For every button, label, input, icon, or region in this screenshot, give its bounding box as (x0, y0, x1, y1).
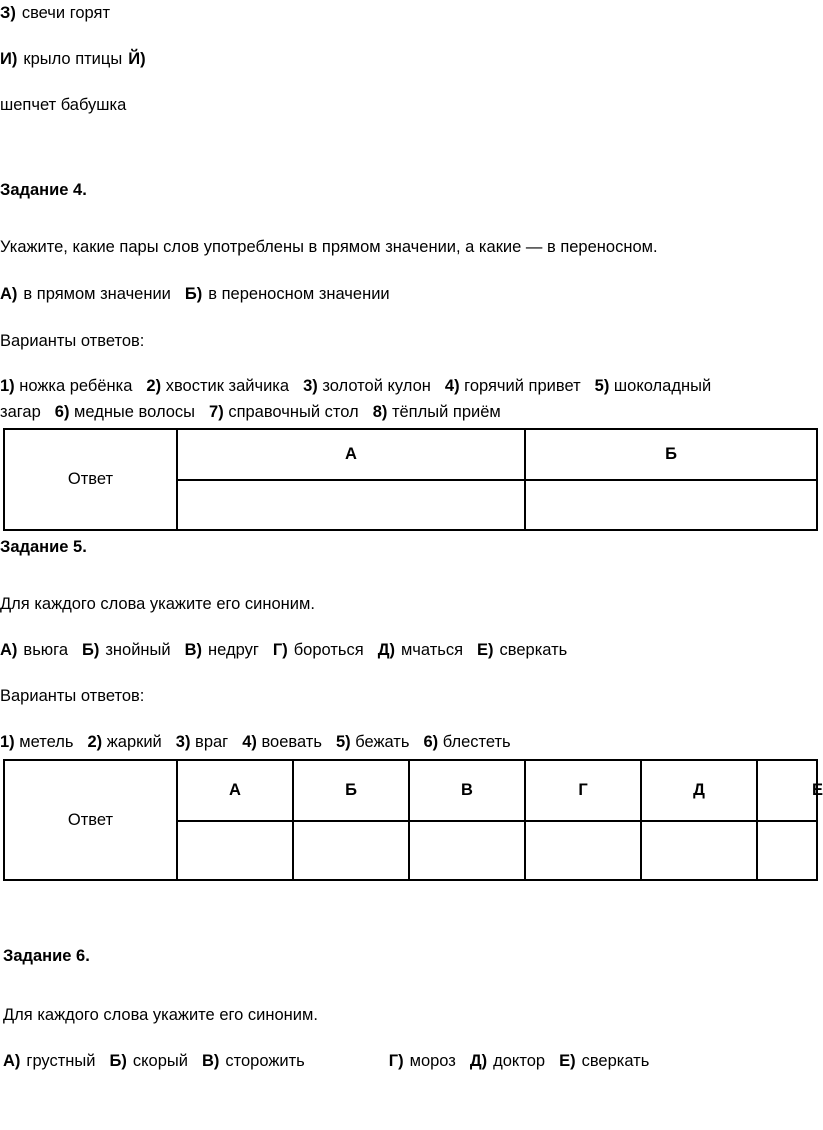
column-letter: Б) (184, 285, 203, 303)
answer-cell-d[interactable] (641, 821, 757, 880)
word-letter: А) (3, 1052, 21, 1070)
word-text: бороться (293, 641, 364, 659)
task6-instruction: Для каждого слова укажите его синоним. (3, 1006, 318, 1024)
word-text: знойный (105, 641, 171, 659)
word-text: грустный (26, 1052, 96, 1070)
column-text: в переносном значении (208, 285, 390, 303)
task4-columns (0, 283, 390, 305)
task4-answer-table (3, 428, 818, 531)
option-text: бежать (355, 733, 410, 751)
answer-cell-b[interactable] (293, 821, 409, 880)
item-letter: И) (0, 50, 18, 68)
word-letter: В) (201, 1052, 220, 1070)
option-text: враг (195, 733, 229, 751)
word-text: вьюга (23, 641, 68, 659)
answer-header-v: В (409, 760, 525, 821)
answer-header-b: Б (293, 760, 409, 821)
task5-variants-label: Варианты ответов: (0, 687, 145, 705)
option-text: золотой кулон (322, 377, 431, 395)
task6-words (3, 1050, 649, 1072)
option-num: 4) (444, 377, 460, 395)
option-text: хвостик зайчика (165, 377, 290, 395)
answer-row-label: Ответ (4, 760, 177, 880)
option-text: загар (0, 403, 41, 421)
task5-options (0, 731, 511, 753)
answer-header-d: Д (641, 760, 757, 821)
option-text: ножка ребёнка (19, 377, 133, 395)
option-num: 2) (146, 377, 162, 395)
task5-answer-table (3, 759, 823, 881)
task4-instruction: Укажите, какие пары слов употреблены в прямом значении, а какие — в переносном. (0, 238, 658, 256)
column-text: в прямом значении (23, 285, 171, 303)
task6-title: Задание 6. (3, 947, 90, 965)
option-num: 3) (175, 733, 191, 751)
option-text: воевать (261, 733, 322, 751)
word-letter: В) (184, 641, 203, 659)
answer-cell-v[interactable] (409, 821, 525, 880)
task5-title: Задание 5. (0, 538, 87, 556)
answer-header-g: Г (525, 760, 641, 821)
word-letter: Д) (469, 1052, 488, 1070)
task4-title: Задание 4. (0, 181, 87, 199)
item-letter: З) (0, 4, 16, 22)
task4-variants-label: Варианты ответов: (0, 332, 145, 350)
word-letter: Б) (82, 641, 100, 659)
option-num: 1) (0, 733, 15, 751)
option-num: 3) (303, 377, 318, 395)
option-text: тёплый приём (391, 403, 501, 421)
option-text: медные волосы (74, 403, 196, 421)
option-num: 6) (423, 733, 439, 751)
word-letter: Г) (272, 641, 288, 659)
word-text: мороз (409, 1052, 456, 1070)
option-num: 5) (594, 377, 610, 395)
answer-cell-b[interactable] (525, 480, 817, 530)
option-num: 7) (209, 403, 224, 421)
word-text: доктор (493, 1052, 546, 1070)
answer-row-label: Ответ (4, 429, 177, 530)
answer-cell-g[interactable] (525, 821, 641, 880)
answer-cell-a[interactable] (177, 480, 525, 530)
word-text: мчаться (400, 641, 464, 659)
item-letter: Й) (128, 50, 146, 68)
prev-item-i (0, 48, 146, 70)
task5-instruction: Для каждого слова укажите его синоним. (0, 595, 315, 613)
option-num: 5) (335, 733, 351, 751)
option-num: 1) (0, 377, 15, 395)
option-text: жаркий (106, 733, 162, 751)
task4-options-line1 (0, 375, 711, 397)
option-num: 4) (242, 733, 257, 751)
answer-cell-a[interactable] (177, 821, 293, 880)
option-num: 8) (372, 403, 388, 421)
word-letter: Е) (559, 1052, 576, 1070)
option-text: шоколадный (613, 377, 712, 395)
word-letter: Б) (109, 1052, 127, 1070)
answer-header-a: А (177, 760, 293, 821)
word-text: скорый (132, 1052, 188, 1070)
word-text: сторожить (225, 1052, 305, 1070)
option-text: горячий привет (464, 377, 581, 395)
task5-words (0, 639, 567, 661)
word-text: сверкать (499, 641, 568, 659)
word-letter: Е) (477, 641, 494, 659)
word-text: недруг (208, 641, 259, 659)
option-num: 2) (87, 733, 103, 751)
column-letter: А) (0, 285, 18, 303)
prev-item-tail: шепчет бабушка (0, 96, 127, 114)
word-text: сверкать (581, 1052, 650, 1070)
option-text: справочный стол (228, 403, 359, 421)
answer-header-e: Е (757, 760, 817, 821)
item-text: крыло птицы (23, 50, 123, 68)
answer-header-b: Б (525, 429, 817, 480)
item-text: свечи горят (21, 4, 111, 22)
prev-item-z (0, 2, 110, 24)
answer-header-a: А (177, 429, 525, 480)
option-text: блестеть (442, 733, 511, 751)
option-num: 6) (54, 403, 70, 421)
word-letter: Д) (377, 641, 395, 659)
task4-options-line2 (0, 401, 501, 423)
option-text: метель (19, 733, 74, 751)
word-letter: Г) (388, 1052, 404, 1070)
word-letter: А) (0, 641, 18, 659)
answer-cell-e[interactable] (757, 821, 817, 880)
